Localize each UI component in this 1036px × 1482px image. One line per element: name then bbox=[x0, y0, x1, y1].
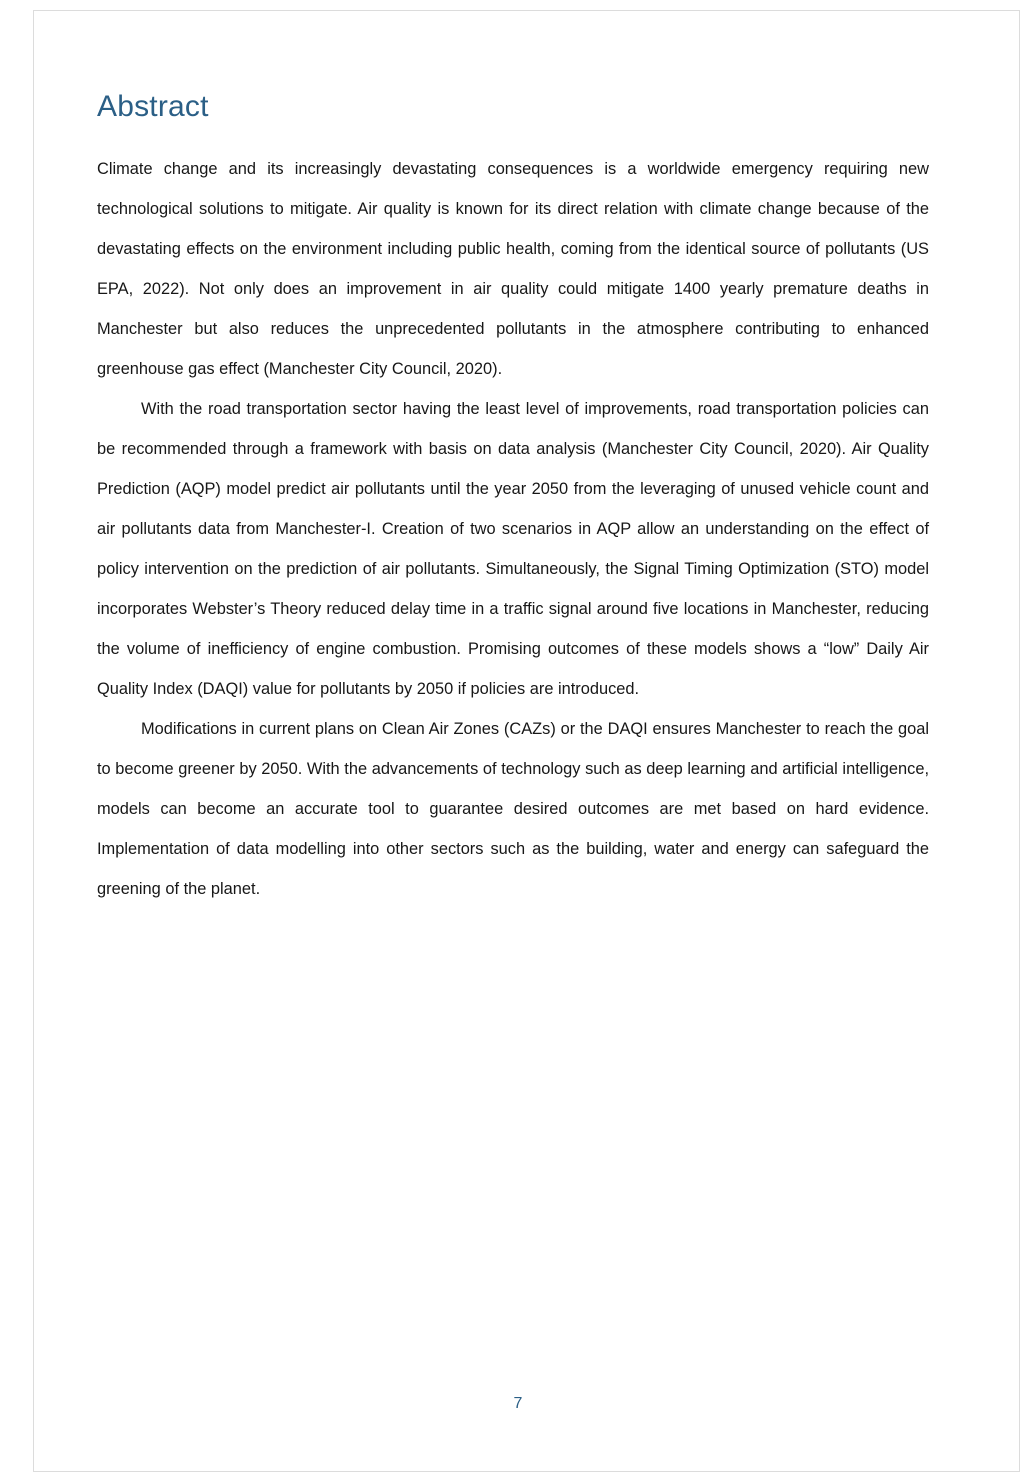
page-content bbox=[97, 90, 929, 909]
abstract-paragraph-1: Climate change and its increasingly devastating consequences is a worldwide emergency requiring new technological solutions to mitigate. Air quality is known for its direct relation with climate change because of the devastating effects on the environment including public health, coming from the identical source of pollutants (US EPA, 2022). Not only does an improvement in air quality could mitigate 1400 yearly premature deaths in Manchester but also reduces the unprecedented pollutants in the atmosphere contributing to enhanced greenhouse gas effect (Manchester City Council, 2020). bbox=[97, 160, 929, 378]
page-number: 7 bbox=[513, 1395, 523, 1412]
page-title: Abstract bbox=[97, 90, 209, 123]
abstract-paragraph-3: Modifications in current plans on Clean Air Zones (CAZs) or the DAQI ensures Manchester to reach the goal to become greener by 2050. With the advancements of technology such as deep learning and artificial intelligence, models can become an accurate tool to guarantee desired outcomes are met based on hard evidence. Implementation of data modelling into other sectors such as the building, water and energy can safeguard the greening of the planet. bbox=[97, 720, 929, 898]
page-border-bottom bbox=[33, 1471, 1020, 1472]
page-border-top bbox=[33, 10, 1020, 11]
abstract-paragraph-2: With the road transportation sector having the least level of improvements, road transportation policies can be recommended through a framework with basis on data analysis (Manchester City Council, 2020). Air Quality Prediction (AQP) model predict air pollutants until the year 2050 from the leveraging of unused vehicle count and air pollutants data from Manchester-I. Creation of two scenarios in AQP allow an understanding on the effect of policy intervention on the prediction of air pollutants. Simultaneously, the Signal Timing Optimization (STO) model incorporates Webster’s Theory reduced delay time in a traffic signal around five locations in Manchester, reducing the volume of inefficiency of engine combustion. Promising outcomes of these models shows a “low” Daily Air Quality Index (DAQI) value for pollutants by 2050 if policies are introduced. bbox=[97, 400, 929, 698]
